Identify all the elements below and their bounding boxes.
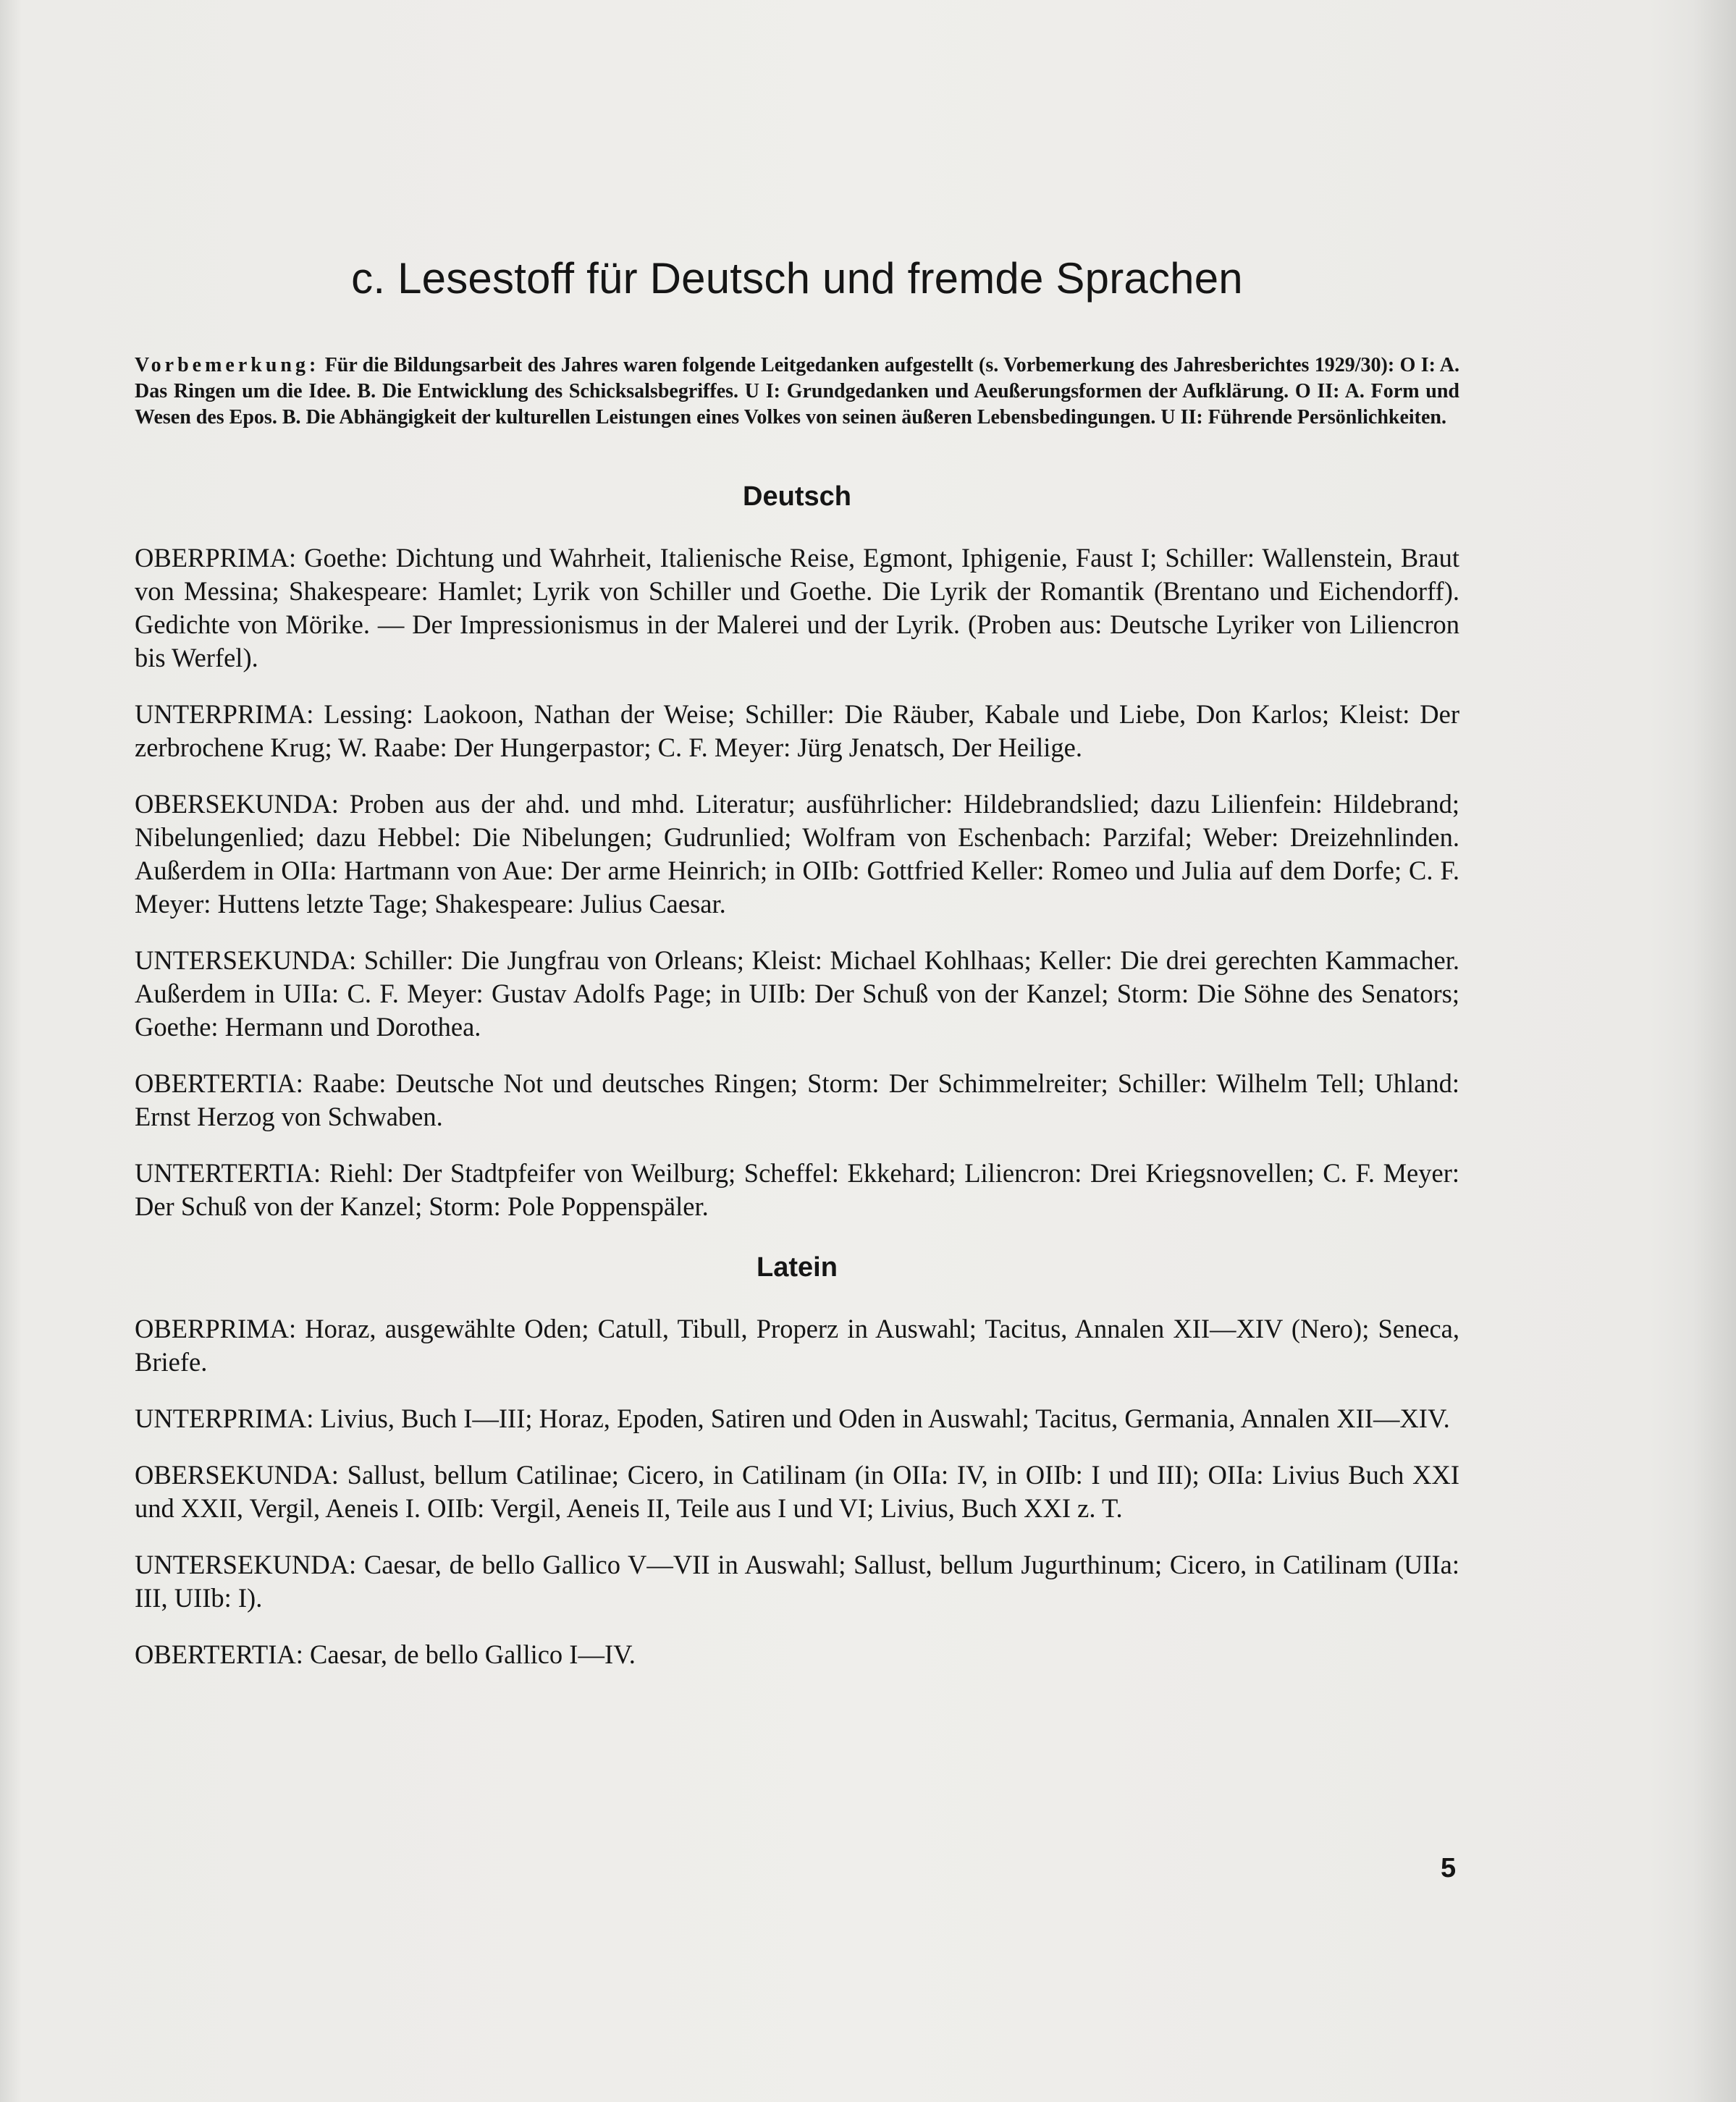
preliminary-note-text: Für die Bildungsarbeit des Jahres waren folgende Leitgedanken aufgestellt (s. Vorbemerkung des Jahresberichtes 1929/30): O I: A. Das Ringen um die Idee. B. Die Entwicklung des Schicksalsbegriffes. U I: Grundgedanken und Aeußerungsformen der Aufklärung. O II: A. Form und Wesen des Epos. B. Die Abhängigkeit der kulturellen Leistungen eines Volkes von seinen äußeren Lebensbedingungen. U II: Führende Persönlichkeiten. <box>135 354 1460 429</box>
list-item: OBERPRIMA: Goethe: Dichtung und Wahrheit, Italienische Reise, Egmont, Iphigenie, Faust I; Schiller: Wallenstein, Braut von Messina; Shakespeare: Hamlet; Lyrik von Schiller und Goethe. Die Lyrik der Romantik (Brentano und Eichendorff). Gedichte von Mörike. — Der Impressionismus in der Malerei und der Lyrik. (Proben aus: Deutsche Lyriker von Liliencron bis Werfel). <box>135 543 1459 672</box>
list-item: OBERSEKUNDA: Proben aus der ahd. und mhd. Literatur; ausführlicher: Hildebrandslied; dazu Lilienfein: Hildebrand; Nibelungenlied; dazu Hebbel: Die Nibelungen; Gudrunlied; Wolfram von Eschenbach: Parzifal; Weber: Dreizehnlinden. Außerdem in OIIa: Hartmann von Aue: Der arme Heinrich; in OIIb: Gottfried Keller: Romeo und Julia auf dem Dorfe; C. F. Meyer: Huttens letzte Tage; Shakespeare: Julius Caesar. <box>135 789 1459 919</box>
section-title-latein: Latein <box>757 1252 838 1283</box>
list-item: UNTERSEKUNDA: Caesar, de bello Gallico V—VII in Auswahl; Sallust, bellum Jugurthinum; Cicero, in Catilinam (UIIa: III, UIIb: I). <box>135 1550 1459 1613</box>
page-number: 5 <box>1441 1853 1457 1883</box>
page-title: c. Lesestoff für Deutsch und fremde Sprachen <box>351 254 1243 303</box>
preliminary-note <box>135 353 1459 431</box>
list-item: OBERTERTIA: Raabe: Deutsche Not und deutsches Ringen; Storm: Der Schimmelreiter; Schiller: Wilhelm Tell; Uhland: Ernst Herzog von Schwaben. <box>135 1068 1459 1131</box>
list-item: OBERPRIMA: Horaz, ausgewählte Oden; Catull, Tibull, Properz in Auswahl; Tacitus, Annalen XII—XIV (Nero); Seneca, Briefe. <box>135 1314 1459 1377</box>
list-item: UNTERTERTIA: Riehl: Der Stadtpfeifer von Weilburg; Scheffel: Ekkehard; Liliencron: Drei Kriegsnovellen; C. F. Meyer: Der Schuß von der Kanzel; Storm: Pole Poppenspäler. <box>135 1158 1459 1221</box>
page-content <box>135 253 1459 1700</box>
list-item: OBERTERTIA: Caesar, de bello Gallico I—IV. <box>135 1639 636 1669</box>
section-deutsch <box>135 481 1459 1223</box>
list-item: UNTERPRIMA: Lessing: Laokoon, Nathan der Weise; Schiller: Die Räuber, Kabale und Liebe, Don Karlos; Kleist: Der zerbrochene Krug; W. Raabe: Der Hungerpastor; C. F. Meyer: Jürg Jenatsch, Der Heilige. <box>135 699 1459 762</box>
list-item: OBERSEKUNDA: Sallust, bellum Catilinae; Cicero, in Catilinam (in OIIa: IV, in OIIb: I und III); OIIa: Livius Buch XXI und XXII, Vergil, Aeneis I. OIIb: Vergil, Aeneis II, Teile aus I und VI; Livius, Buch XXI z. T. <box>135 1460 1459 1523</box>
preliminary-note-lead: Vorbemerkung: <box>135 354 320 376</box>
list-item: UNTERPRIMA: Livius, Buch I—III; Horaz, Epoden, Satiren und Oden in Auswahl; Tacitus, Germania, Annalen XII—XIV. <box>135 1404 1450 1433</box>
section-latein <box>135 1252 1459 1671</box>
section-title-deutsch: Deutsch <box>743 481 851 512</box>
list-item: UNTERSEKUNDA: Schiller: Die Jungfrau von Orleans; Kleist: Michael Kohlhaas; Keller: Die drei gerechten Kammacher. Außerdem in UIIa: C. F. Meyer: Gustav Adolfs Page; in UIIb: Der Schuß von der Kanzel; Storm: Die Söhne des Senators; Goethe: Hermann und Dorothea. <box>135 945 1459 1042</box>
